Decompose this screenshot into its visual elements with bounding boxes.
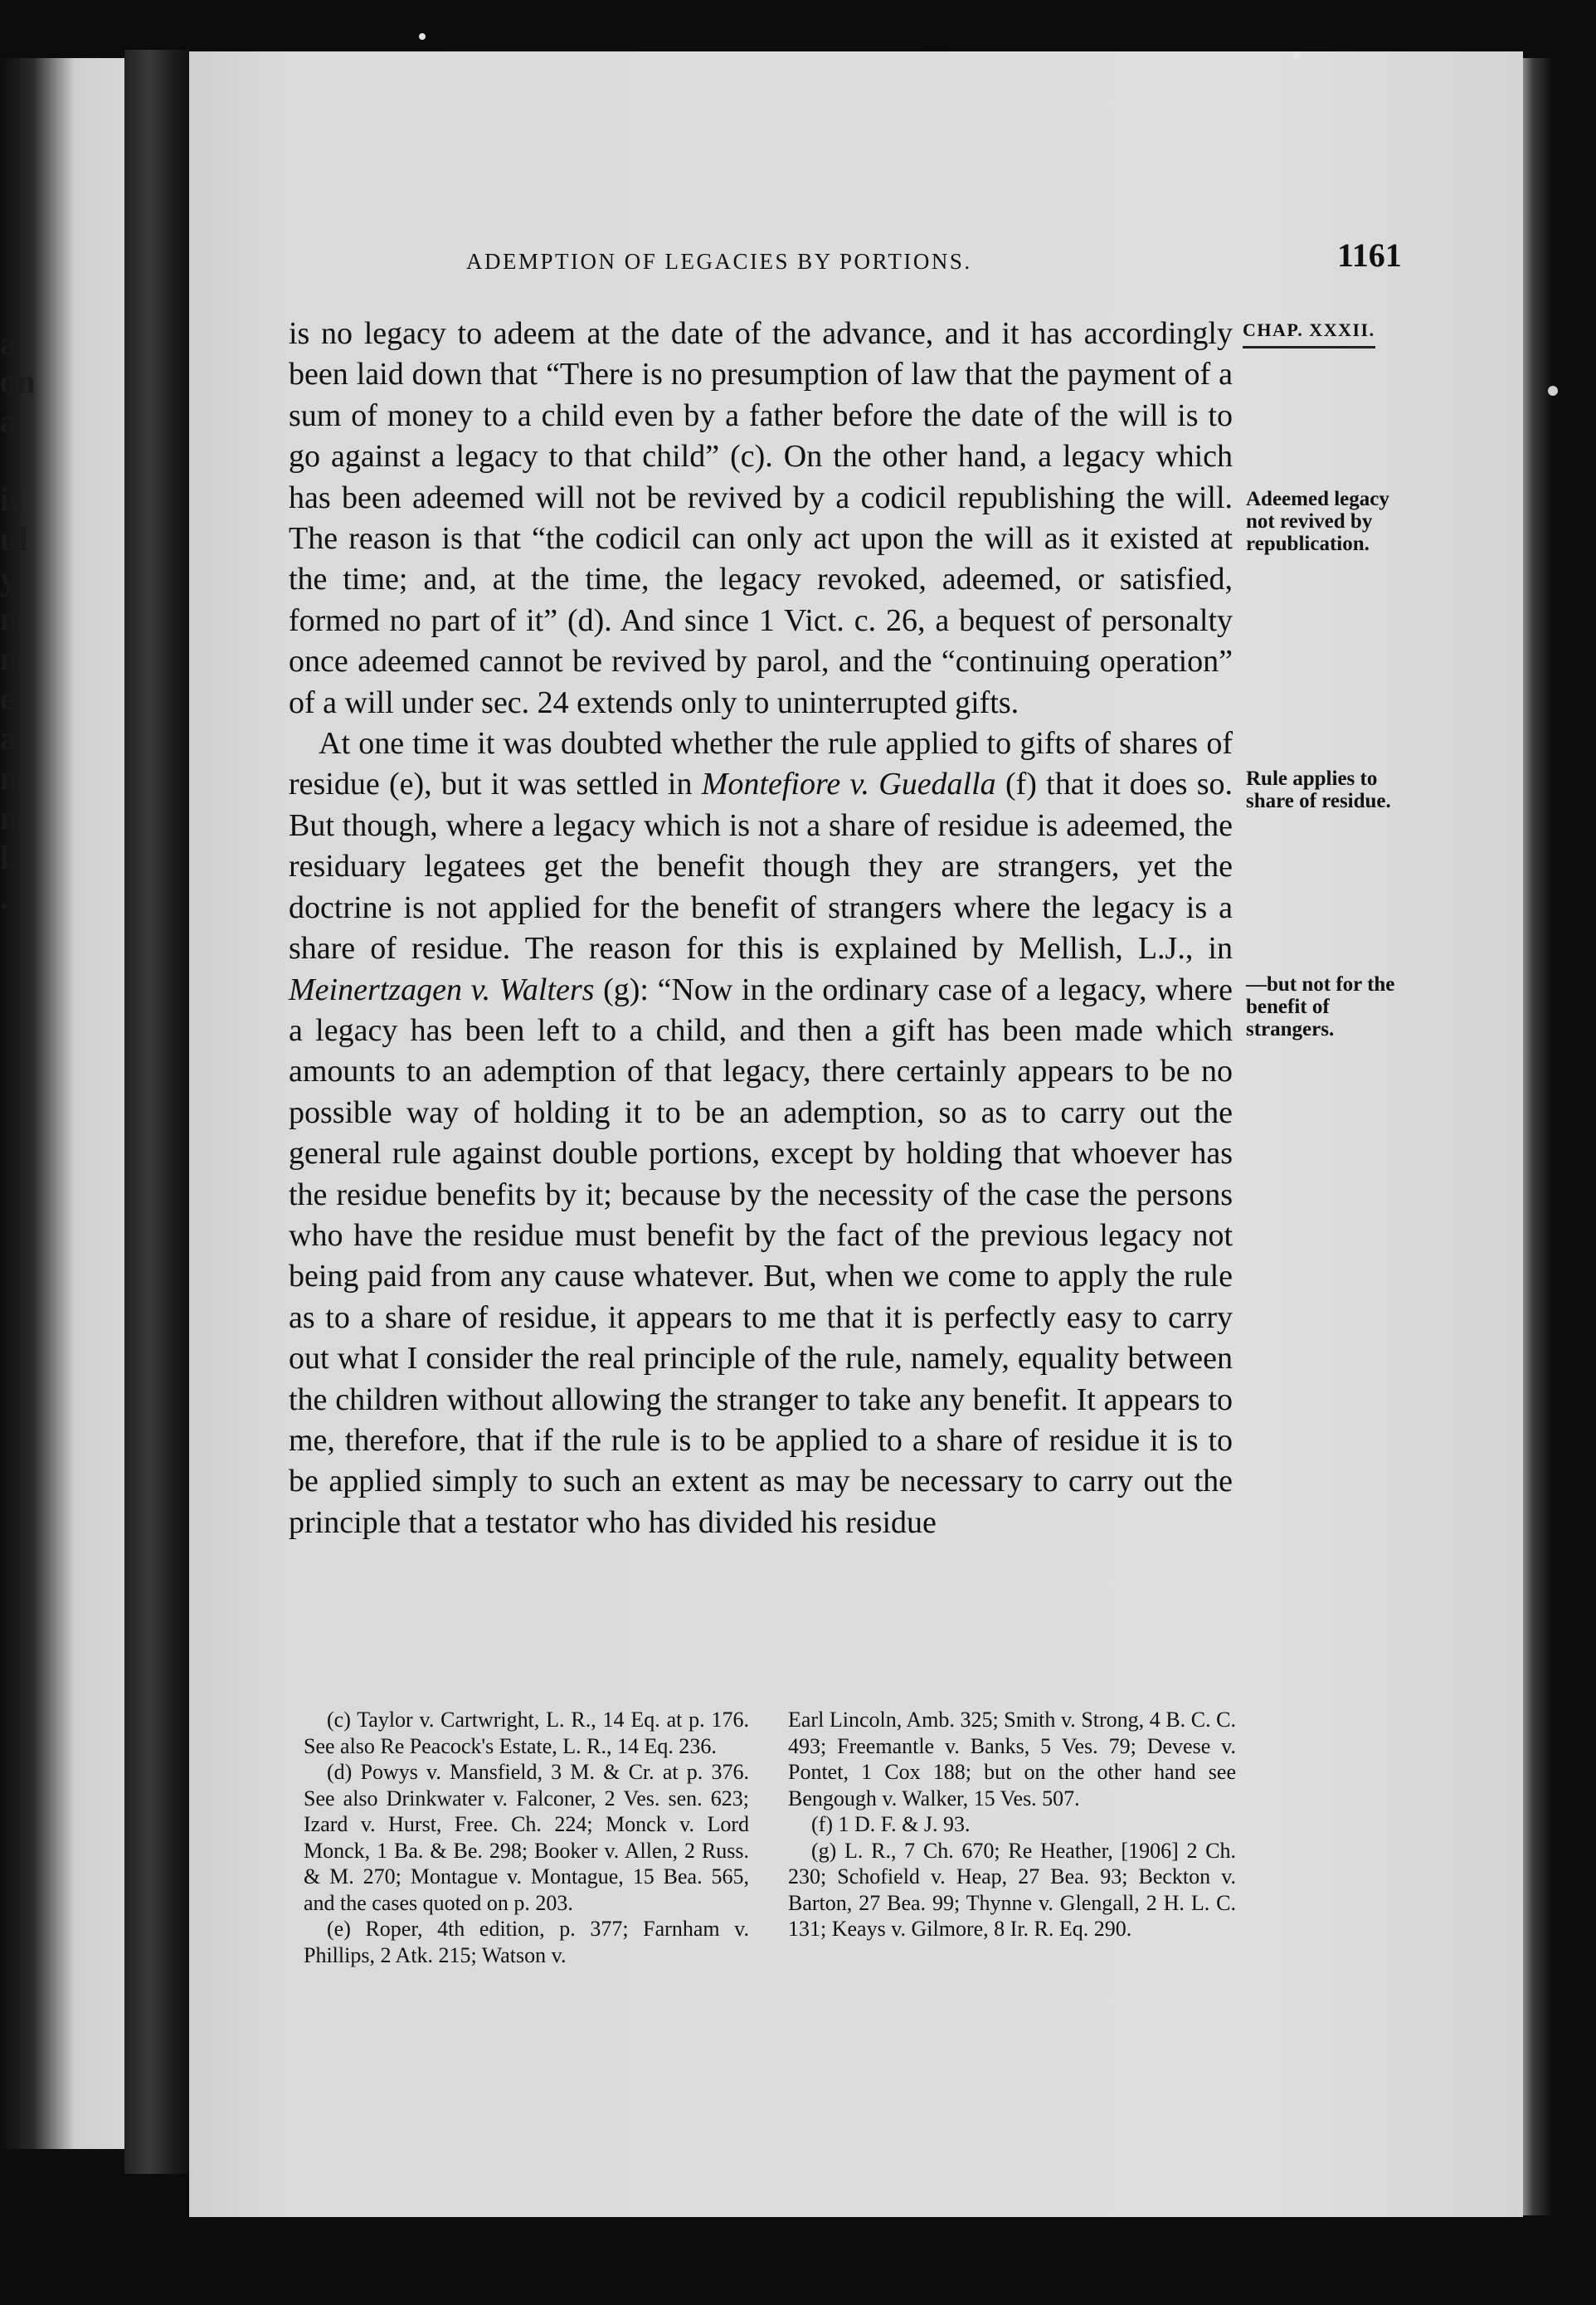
facing-page-fragment: n: [0, 799, 19, 836]
case-citation: Meinertzagen v. Walters: [289, 972, 595, 1007]
scan-speck: [1548, 386, 1558, 396]
facing-page-fragment: .: [0, 879, 8, 916]
footnote-e: (e) Roper, 4th edition, p. 377; Farnham v. Phillips, 2 Atk. 215; Watson v.: [304, 1917, 749, 1967]
facing-page-fragment: is: [0, 480, 22, 518]
sidenote-not-strangers: —but not for the benefit of strangers.: [1246, 973, 1395, 1040]
sidenote-rule-applies: Rule applies to share of residue.: [1246, 768, 1391, 812]
scan-speck: [1292, 51, 1301, 60]
facing-page-edge: [0, 58, 124, 2149]
footnotes-left-column: [304, 1707, 749, 1968]
page-edge-shadow: [1523, 58, 1551, 2215]
case-citation: Montefiore v. Guedalla: [701, 767, 996, 802]
facing-page-fragment: ul: [0, 520, 28, 558]
paragraph-2-part-b: (f) that it does so. But though, where a legacy which is not a share of residue is adeemed, the residuary legatees get the benefit though they are strangers, yet the doctrine is not applied for the benefit of strangers where the legacy is a share of residue. The reason for this is explained by Mellish, L.J., in: [289, 767, 1233, 967]
facing-page-fragment: n: [0, 640, 19, 677]
paragraph-2-part-a: At one time it was doubted whether the rule applied to gifts of shares of residue (e), but it was settled in: [289, 726, 1233, 802]
footnote-f: (f) 1 D. F. & J. 93.: [811, 1812, 971, 1836]
footnote-g: (g) L. R., 7 Ch. 670; Re Heather, [1906] 2 Ch. 230; Schofield v. Heap, 27 Bea. 93; Beckton v. Barton, 27 Bea. 99; Thynne v. Glengall, 2 H. L. C. 131; Keays v. Gilmore, 8 Ir. R. Eq. 290.: [788, 1838, 1236, 1941]
paragraph-2-part-c: (g): “Now in the ordinary case of a legacy, where a legacy has been left to a child, and then a gift has been made which amounts to an ademption of that legacy, there certainly appears to be no possible way of holding it to be an ademption, so as to carry out the general rule against double portions, except by holding that whoever has the residue benefits by it; because by the necessity of the case the persons who have the residue must benefit by the fact of the previous legacy not being paid from any cause whatever. But, when we come to apply the rule as to a share of residue, it appears to me that it is perfectly easy to carry out what I consider the real principle of the rule, namely, equality between the children without allowing the stranger to take any benefit. It appears to me, therefore, that if the rule is to be applied to a share of residue it is to be applied simply to such an extent as may be necessary to carry out the principle that a testator who has divided his residue: [289, 972, 1233, 1540]
facing-page-fragment: n: [0, 600, 19, 637]
facing-page-fragment: e: [0, 680, 15, 717]
facing-page-fragment: a: [0, 402, 17, 440]
scan-speck: [419, 33, 426, 40]
footnote-e-continued: Earl Lincoln, Amb. 325; Smith v. Strong, 4 B. C. C. 493; Freemantle v. Banks, 5 Ves. 79; Devese v. Pontet, 1 Cox 188; but on the other hand see Bengough v. Walker, 15 Ves. 507.: [788, 1708, 1236, 1810]
paragraph-2: [289, 724, 1233, 1543]
facing-page-fragment: a: [0, 719, 17, 757]
footnote-c: (c) Taylor v. Cartwright, L. R., 14 Eq. at p. 176. See also Re Peacock's Estate, L. R., 14 Eq. 236.: [304, 1708, 749, 1758]
body-text: [289, 314, 1233, 1543]
facing-page-fragment: on: [0, 363, 36, 400]
facing-page-fragment: a: [0, 324, 17, 362]
page-number: 1161: [1337, 236, 1402, 274]
facing-page-fragment: l: [0, 839, 10, 876]
sidenote-adeemed: Adeemed legacy not revived by republication.: [1246, 488, 1389, 555]
paragraph-1: is no legacy to adeem at the date of the advance, and it has accordingly been laid down that “There is no presumption of law that the payment of a sum of money to a child even by a father before the date of the will is to go against a legacy to that child” (c). On the other hand, a legacy which has been adeemed will not be revived by a codicil republishing the will. The reason is that “the codicil can only act upon the will as it existed at the time; and, at the time, the legacy revoked, adeemed, or satisfied, formed no part of it” (d). And since 1 Vict. c. 26, a bequest of personalty once adeemed cannot be revived by parol, and the “continuing operation” of a will under sec. 24 extends only to uninterrupted gifts.: [289, 316, 1233, 720]
facing-page-fragment: n: [0, 759, 19, 797]
facing-page-fragment: y: [0, 560, 17, 597]
running-head: ADEMPTION OF LEGACIES BY PORTIONS.: [466, 249, 972, 274]
chapter-label: CHAP. XXXII.: [1243, 319, 1375, 348]
book-gutter: [124, 50, 191, 2174]
footnote-d: (d) Powys v. Mansfield, 3 M. & Cr. at p. 376. See also Drinkwater v. Falconer, 2 Ves. sen. 623; Izard v. Hurst, Free. Ch. 224; Monck v. Lord Monck, 1 Ba. & Be. 298; Booker v. Allen, 2 Russ. & M. 270; Montague v. Montague, 15 Bea. 565, and the cases quoted on p. 203.: [304, 1760, 749, 1915]
footnotes-right-column: [788, 1707, 1236, 1942]
